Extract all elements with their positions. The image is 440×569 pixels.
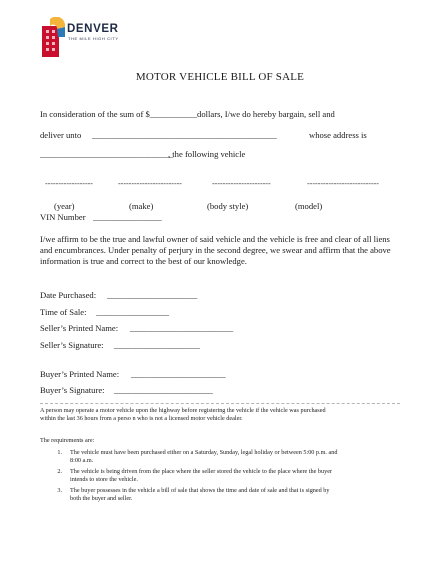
requirement-line-2: intends to store the vehicle. (70, 476, 138, 484)
requirement-line-2: both the buyer and seller. (70, 495, 133, 503)
intro-line-3-suffix: , the following vehicle (168, 149, 246, 159)
denver-logo-mark-icon (40, 17, 66, 57)
date-purchased-blank: _____________________ (107, 290, 198, 300)
logo-wordmark: DENVER (67, 23, 119, 35)
intro-line-2-prefix: deliver unto (40, 130, 82, 140)
section-divider (40, 403, 400, 404)
affirmation-paragraph: I/we affirm to be the true and lawful owner of said vehicle and the vehicle is free and clear of all liens and encumbrances. Under penalty of perjury in the second degree, we swear and affirm that the above information is true and correct to the best of our knowledge. (40, 234, 391, 266)
seller-signature-blank: ____________________ (114, 340, 200, 350)
requirement-line-2: 8:00 a.m. (70, 457, 94, 465)
requirements-heading: The requirements are: (40, 437, 95, 444)
date-purchased-label: Date Purchased: (40, 290, 97, 300)
requirement-number: 2. (57, 467, 62, 475)
buyer-printed-name-blank: ______________________ (131, 369, 226, 379)
seller-printed-name-blank: ________________________ (130, 323, 234, 333)
denver-logo (40, 17, 132, 57)
year-label: (year) (54, 201, 75, 211)
seller-printed-name-label: Seller’s Printed Name: (40, 323, 119, 333)
notice-line-1: A person may operate a motor vehicle upon the highway before registering the vehicle if the vehicle was purchased (40, 407, 326, 414)
body-style-dash: ---------------------- (212, 179, 271, 188)
requirement-number: 1. (57, 449, 62, 456)
buyer-printed-name-label: Buyer’s Printed Name: (40, 369, 120, 379)
address-blank: _______________________________ (40, 149, 174, 159)
requirement-item (40, 487, 400, 504)
requirement-line-1: The vehicle must have been purchased either on a Saturday, Sunday, legal holiday or between 5:00 p.m. and (70, 449, 338, 456)
make-label: (make) (129, 201, 154, 211)
model-dash: --------------------------- (307, 179, 379, 188)
seller-signature-label: Seller’s Signature: (40, 340, 104, 350)
intro-line-1: In consideration of the sum of $___________dollars, I/we do hereby bargain, sell and (40, 109, 335, 119)
time-of-sale-label: Time of Sale: (40, 307, 87, 317)
buyer-signature-blank: _______________________ (114, 385, 213, 395)
buyer-signature-label: Buyer’s Signature: (40, 385, 105, 395)
vin-blank: ________________ (93, 212, 162, 222)
requirement-line-1: The buyer possesses in the vehicle a bill of sale that shows the time and date of sale and that is signed by (70, 486, 330, 494)
requirement-item (40, 468, 400, 485)
requirements-list (40, 449, 400, 505)
body-style-label: (body style) (207, 201, 249, 211)
logo-tagline: THE MILE HIGH CITY (68, 36, 119, 41)
requirement-line-1: The vehicle is being driven from the place where the seller stored the vehicle to the place where the buyer (70, 467, 332, 475)
vin-label: VIN Number (40, 212, 86, 222)
make-dash: ------------------------ (118, 179, 182, 188)
notice-line-2: within the last 36 hours from a perso n who is not a licensed motor vehicle dealer. (40, 415, 243, 423)
model-label: (model) (295, 201, 323, 211)
year-dash: ------------------ (45, 179, 93, 188)
requirement-item (40, 449, 400, 466)
intro-line-2-suffix: whose address is (309, 130, 367, 140)
time-of-sale-blank: _________________ (96, 307, 170, 317)
buyer-name-blank: ___________________________________________ (92, 130, 277, 140)
requirement-number: 3. (57, 486, 62, 494)
document-title: MOTOR VEHICLE BILL OF SALE (135, 71, 305, 83)
notice-text (40, 407, 420, 424)
